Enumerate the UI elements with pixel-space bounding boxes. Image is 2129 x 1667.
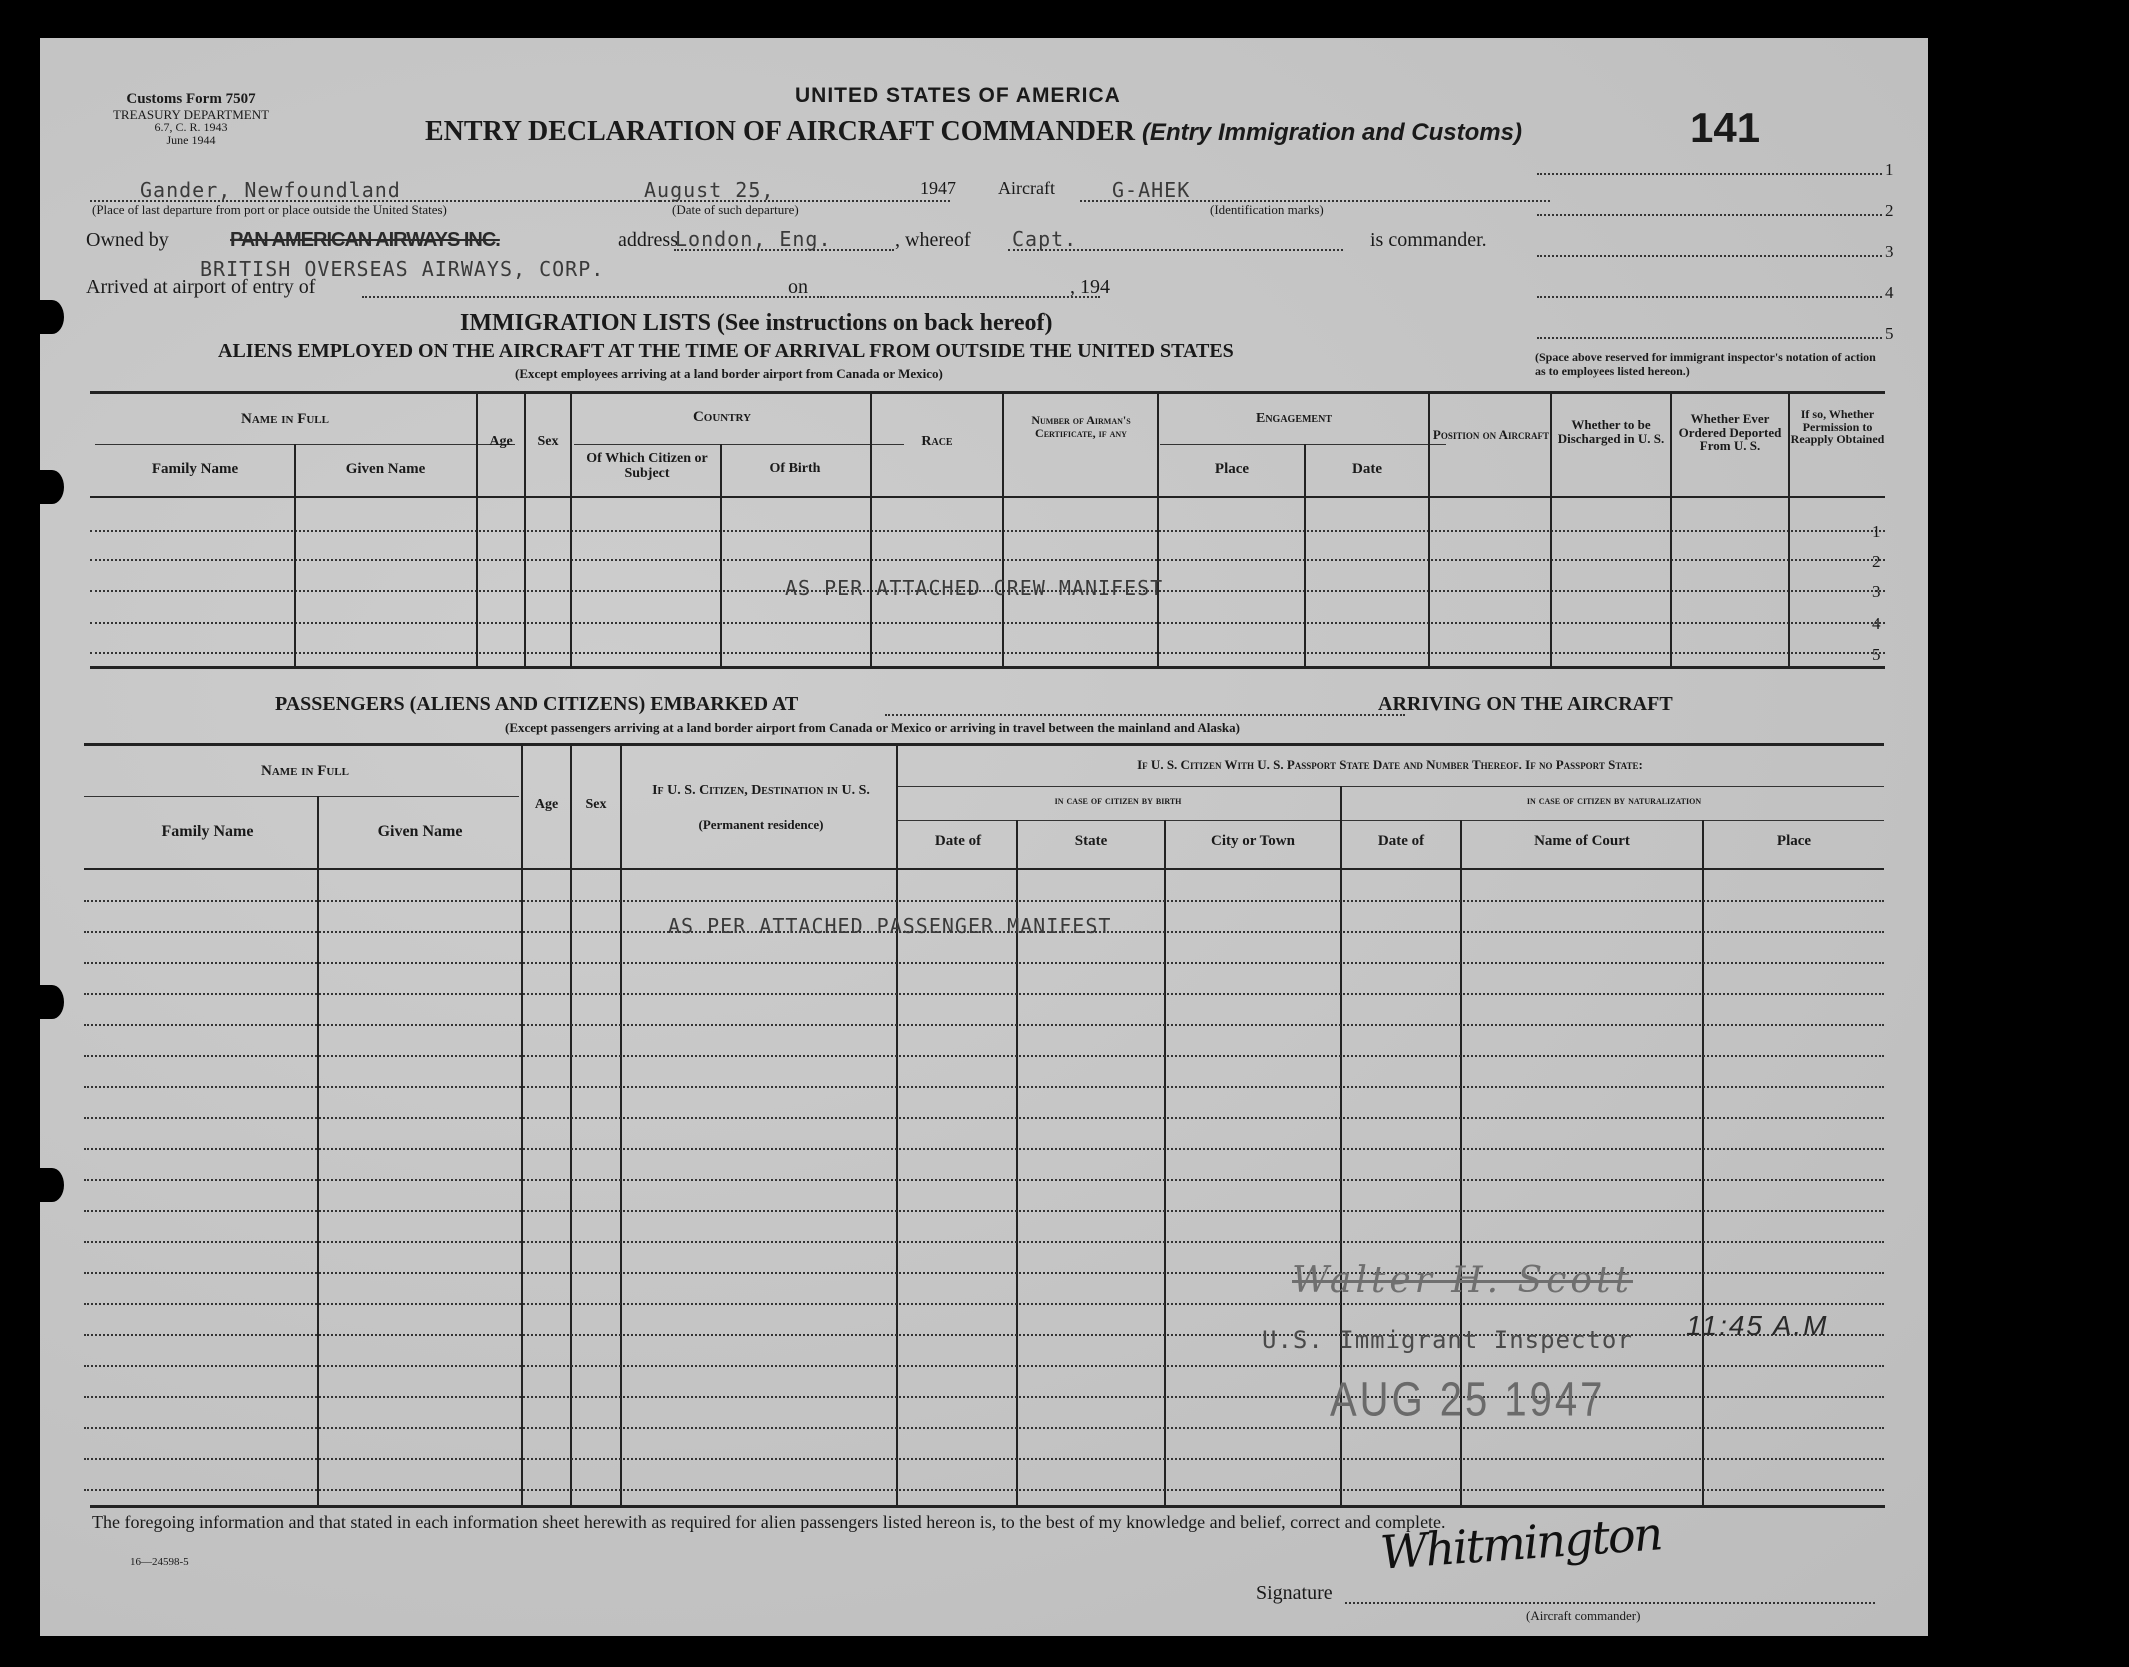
- passenger-row-line: [84, 1365, 1884, 1367]
- aircraft-label: Aircraft: [998, 178, 1055, 198]
- departure-date-value: August 25,: [644, 178, 775, 202]
- p-col-by-naturalization: in case of citizen by naturalization: [1526, 793, 1702, 807]
- inspector-title: U.S. Immigrant Inspector: [1262, 1326, 1633, 1354]
- crew-manifest-note: AS PER ATTACHED CREW MANIFEST: [785, 576, 1164, 600]
- departure-year: 1947: [920, 178, 956, 198]
- passenger-row-line: [84, 1086, 1884, 1088]
- passenger-row-line: [84, 1210, 1884, 1212]
- print-code: 16—24598-5: [130, 1556, 189, 1568]
- address-label: address: [618, 229, 678, 251]
- margin-number: 5: [1885, 324, 1894, 343]
- col-name-in-full: Name in Full: [240, 411, 329, 427]
- passenger-row-line: [84, 1427, 1884, 1429]
- col-permission: If so, Whether Permission to Reapply Obtained: [1790, 407, 1885, 447]
- passenger-row-line: [84, 1179, 1884, 1181]
- aircraft-caption: (Identification marks): [1210, 202, 1324, 217]
- margin-number: 3: [1885, 242, 1894, 261]
- p-col-by-birth: in case of citizen by birth: [1054, 793, 1182, 807]
- address-value: London, Eng.: [675, 227, 832, 251]
- margin-number: 1: [1885, 160, 1894, 179]
- reserved-note: (Space above reserved for immigrant inspector's notation of action as to employees listed hereon.): [1535, 350, 1876, 379]
- departure-date-caption: (Date of such departure): [672, 202, 799, 217]
- row-number: 1: [1872, 522, 1881, 541]
- passenger-manifest-note: AS PER ATTACHED PASSENGER MANIFEST: [668, 914, 1112, 938]
- col-sex: Sex: [537, 434, 559, 449]
- passenger-row-line: [84, 1303, 1884, 1305]
- p-col-passport: If U. S. Citizen With U. S. Passport State Date and Number Thereof. If no Passport State:: [1137, 757, 1643, 772]
- col-date: Date: [1352, 461, 1382, 477]
- passenger-row-line: [84, 900, 1884, 902]
- passenger-row-line: [84, 1024, 1884, 1026]
- row-number: 2: [1872, 552, 1881, 571]
- p-col-sex: Sex: [585, 797, 607, 812]
- passenger-row-line: [84, 993, 1884, 995]
- p-col-family-name: Family Name: [161, 823, 254, 840]
- immigration-subtitle: ALIENS EMPLOYED ON THE AIRCRAFT AT THE TIME OF ARRIVAL FROM OUTSIDE THE UNITED STATES: [218, 340, 1234, 362]
- form-date: June 1944: [166, 132, 216, 147]
- col-position: Position on Aircraft: [1432, 427, 1550, 442]
- passenger-row-line: [84, 1148, 1884, 1150]
- department: TREASURY DEPARTMENT: [112, 106, 270, 122]
- col-family-name: Family Name: [151, 461, 239, 477]
- passengers-exception: (Except passengers arriving at a land border airport from Canada or Mexico or arriving in travel between the mainland and Alaska): [505, 720, 1240, 735]
- margin-number: 2: [1885, 201, 1894, 220]
- col-given-name: Given Name: [345, 461, 426, 477]
- p-col-name-in-full: Name in Full: [260, 763, 349, 779]
- signature-label: Signature: [1256, 1582, 1333, 1604]
- punch-hole: [40, 300, 64, 334]
- col-country: Country: [692, 409, 752, 425]
- p-col-state: State: [1074, 833, 1108, 849]
- owned-by-value: BRITISH OVERSEAS AIRWAYS, CORP.: [200, 257, 605, 281]
- p-col-destination-sub: (Permanent residence): [698, 817, 824, 832]
- col-age: Age: [489, 434, 513, 449]
- whereof-value: Capt.: [1012, 227, 1078, 251]
- p-col-given-name: Given Name: [377, 823, 463, 840]
- owned-by-struck: PAN AMERICAN AIRWAYS INC.: [230, 229, 500, 251]
- margin-number: 4: [1885, 283, 1894, 302]
- whereof-label: , whereof: [895, 229, 971, 251]
- aircraft-value: G-AHEK: [1112, 178, 1191, 202]
- col-place: Place: [1214, 461, 1250, 477]
- col-citizen-of: Of Which Citizen or Subject: [586, 451, 708, 481]
- commander-caption: (Aircraft commander): [1526, 1608, 1641, 1623]
- p-col-nat-date-of: Date of: [1377, 833, 1425, 849]
- p-col-date-of: Date of: [934, 833, 982, 849]
- col-certificate: Number of Airman's Certificate, if any: [1031, 413, 1131, 440]
- certification-text: The foregoing information and that stated in each information sheet herewith as required for alien passengers listed hereon is, to the best of my knowledge and belief, correct and complete.: [92, 1512, 1446, 1532]
- p-col-place: Place: [1776, 833, 1812, 849]
- on-label: on: [788, 276, 808, 298]
- arrived-label: Arrived at airport of entry of: [86, 276, 316, 298]
- passenger-row-line: [84, 962, 1884, 964]
- immigration-exception: (Except employees arriving at a land border airport from Canada or Mexico): [515, 366, 943, 381]
- col-engagement: Engagement: [1255, 411, 1332, 426]
- row-number: 5: [1872, 645, 1881, 664]
- col-discharged: Whether to be Discharged in U. S.: [1557, 417, 1665, 446]
- country-title: UNITED STATES OF AMERICA: [795, 84, 1121, 107]
- owned-by-label: Owned by: [86, 229, 169, 251]
- form-number: Customs Form 7507: [126, 91, 256, 107]
- punch-hole: [40, 985, 64, 1019]
- p-col-city: City or Town: [1211, 833, 1295, 849]
- sheet-number: 141: [1690, 104, 1761, 151]
- col-race: Race: [921, 434, 953, 449]
- main-title-text: ENTRY DECLARATION OF AIRCRAFT COMMANDER: [425, 116, 1135, 147]
- passengers-title-right: ARRIVING ON THE AIRCRAFT: [1378, 693, 1673, 715]
- year-prefix: , 194: [1070, 276, 1110, 298]
- p-col-destination: If U. S. Citizen, Destination in U. S.: [652, 783, 870, 798]
- last-departure-value: Gander, Newfoundland: [140, 178, 401, 202]
- stamp-date: AUG 25 1947: [1330, 1373, 1606, 1427]
- last-departure-caption: (Place of last departure from port or place outside the United States): [92, 202, 447, 217]
- passenger-row-line: [84, 1396, 1884, 1398]
- row-number: 3: [1872, 582, 1881, 601]
- form-sheet: [40, 38, 1928, 1636]
- passenger-row-line: [84, 1241, 1884, 1243]
- inspector-signature: Walter H. Scott: [1292, 1260, 1633, 1301]
- main-title-sub: (Entry Immigration and Customs): [1141, 119, 1522, 146]
- row-number: 4: [1872, 614, 1881, 633]
- p-col-age: Age: [534, 797, 559, 812]
- immigration-title: IMMIGRATION LISTS (See instructions on back hereof): [460, 310, 1053, 336]
- punch-hole: [40, 470, 64, 504]
- cfr: 6.7, C. R. 1943: [154, 120, 228, 135]
- passenger-row-line: [84, 1458, 1884, 1460]
- passengers-title-left: PASSENGERS (ALIENS AND CITIZENS) EMBARKED AT: [275, 693, 799, 715]
- commander-signature: Whitmington: [1378, 1506, 1663, 1580]
- form-meta: [76, 92, 306, 147]
- passenger-row-line: [84, 1117, 1884, 1119]
- commander-label: is commander.: [1370, 229, 1487, 251]
- col-deported: Whether Ever Ordered Deported From U. S.: [1678, 411, 1782, 454]
- passenger-row-line: [84, 1055, 1884, 1057]
- inspection-time: 11:45 A.M: [1686, 1310, 1829, 1341]
- passenger-row-line: [84, 1489, 1884, 1491]
- main-title: [425, 116, 1522, 148]
- col-of-birth: Of Birth: [769, 461, 821, 476]
- p-col-court: Name of Court: [1534, 833, 1630, 849]
- punch-hole: [40, 1168, 64, 1202]
